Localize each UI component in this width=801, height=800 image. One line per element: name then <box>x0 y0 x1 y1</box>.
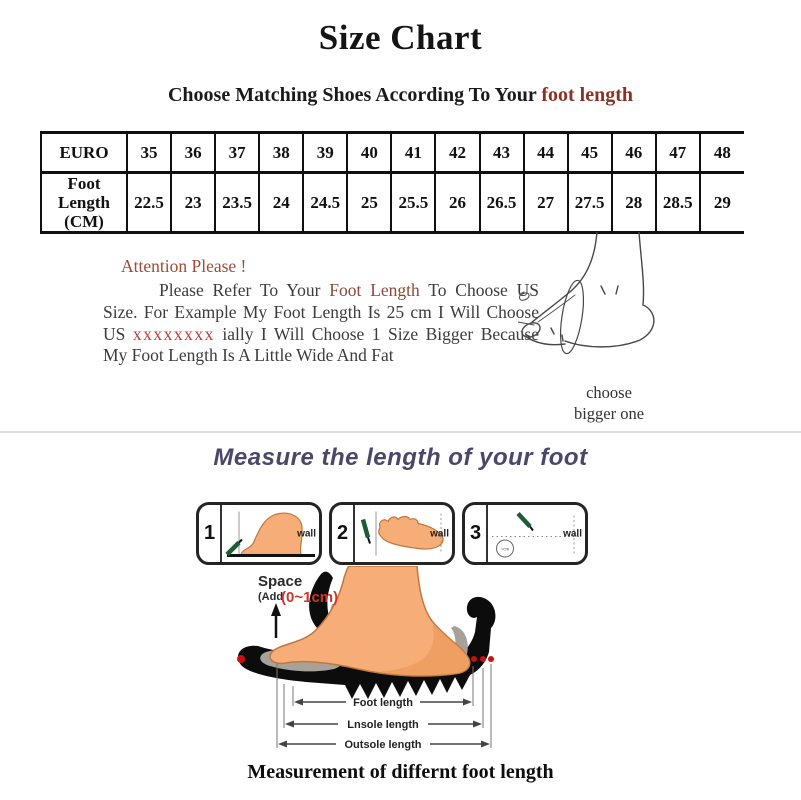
foot-length-cell: 22.5 <box>127 173 171 233</box>
foot-length-cell: 26.5 <box>480 173 524 233</box>
euro-size-cell: 37 <box>215 133 259 173</box>
attention-text-mid: To Choose US Size. For Example My Foot Length Is 25 cm I Will Choose US <box>103 280 539 344</box>
subtitle-text: Choose Matching Shoes According To Your <box>167 84 542 106</box>
euro-size-cell: 38 <box>259 133 303 173</box>
marker-pen-icon <box>518 514 533 531</box>
foot-length-cell: 23 <box>171 173 215 233</box>
choose-bigger-line2: bigger one <box>573 404 645 423</box>
shoe-measurement-diagram <box>228 566 598 758</box>
size-table-row-2 <box>41 173 744 233</box>
step-number: 1 <box>199 505 222 562</box>
foot-length-cell: 24.5 <box>303 173 347 233</box>
measure-steps <box>196 502 588 565</box>
heel-dot <box>471 656 477 662</box>
marker-pen-icon <box>363 520 370 544</box>
attention-text-end: ially I Will Choose 1 Size Bigger Because My Foot Length Is A Little Wide And Fat <box>103 323 539 366</box>
wall-label: wall <box>297 528 316 539</box>
toe-dot <box>237 655 245 663</box>
euro-size-cell: 45 <box>568 133 612 173</box>
foot-length-cell: 26 <box>435 173 479 233</box>
step-number: 3 <box>465 505 488 562</box>
euro-size-cell: 44 <box>524 133 568 173</box>
attention-redacted-text: xxxxxxxx <box>132 323 215 344</box>
outsole-length-label: Outsole length <box>344 739 422 751</box>
space-label: Space <box>258 573 303 590</box>
euro-size-cell: 47 <box>656 133 700 173</box>
foot-length-header-cell: Foot Length (CM) <box>41 173 127 233</box>
choose-bigger-note <box>551 382 667 424</box>
attention-heading: Attention Please ! <box>121 256 247 276</box>
euro-size-cell: 35 <box>127 133 171 173</box>
euro-header-cell: EURO <box>41 133 127 173</box>
foot-length-cell: 28 <box>612 173 656 233</box>
space-value-label: (0~1cm) <box>281 589 339 606</box>
measure-section-heading: Measure the length of your foot <box>213 444 588 471</box>
attention-block <box>103 256 539 367</box>
space-arrow-icon <box>271 603 281 638</box>
foot-length-cell: 23.5 <box>215 173 259 233</box>
foot-length-label: Foot length <box>353 697 413 709</box>
euro-size-cell: 41 <box>391 133 435 173</box>
foot-length-cell: 27.5 <box>568 173 612 233</box>
footer-caption: Measurement of differnt foot length <box>247 761 554 783</box>
insole-length-label: Lnsole length <box>347 719 419 731</box>
measure-step-3 <box>462 502 588 565</box>
space-add-label: (Add <box>258 591 284 603</box>
wall-label: wall <box>563 528 582 539</box>
foot-side-icon <box>241 513 302 554</box>
wall-label: wall <box>430 528 449 539</box>
euro-size-cell: 36 <box>171 133 215 173</box>
attention-foot-length-highlight: Foot Length <box>329 280 420 300</box>
euro-size-cell: 43 <box>480 133 524 173</box>
foot-length-cell: 27 <box>524 173 568 233</box>
marker-pen-icon <box>227 540 242 555</box>
euro-size-cell: 46 <box>612 133 656 173</box>
foot-length-cell: 25 <box>347 173 391 233</box>
foot-sketch-icon <box>518 232 703 367</box>
euro-size-cell: 39 <box>303 133 347 173</box>
attention-text-start: Please Refer To Your <box>159 280 330 300</box>
section-divider <box>0 431 801 433</box>
svg-text:~cm: ~cm <box>500 546 510 552</box>
euro-size-cell: 48 <box>700 133 744 173</box>
euro-size-cell: 42 <box>435 133 479 173</box>
measure-step-2 <box>329 502 455 565</box>
foot-length-cell: 25.5 <box>391 173 435 233</box>
size-conversion-table <box>40 131 744 234</box>
foot-length-cell: 29 <box>700 173 744 233</box>
euro-size-cell: 40 <box>347 133 391 173</box>
choose-bigger-line1: choose <box>586 383 632 402</box>
subtitle <box>0 84 801 107</box>
page-title: Size Chart <box>318 18 483 57</box>
attention-body <box>103 280 539 367</box>
step-number: 2 <box>332 505 355 562</box>
foot-length-cell: 28.5 <box>656 173 700 233</box>
size-table-row-1 <box>41 133 744 173</box>
foot-length-cell: 24 <box>259 173 303 233</box>
measure-step-1 <box>196 502 322 565</box>
subtitle-highlight: foot length <box>541 84 634 106</box>
